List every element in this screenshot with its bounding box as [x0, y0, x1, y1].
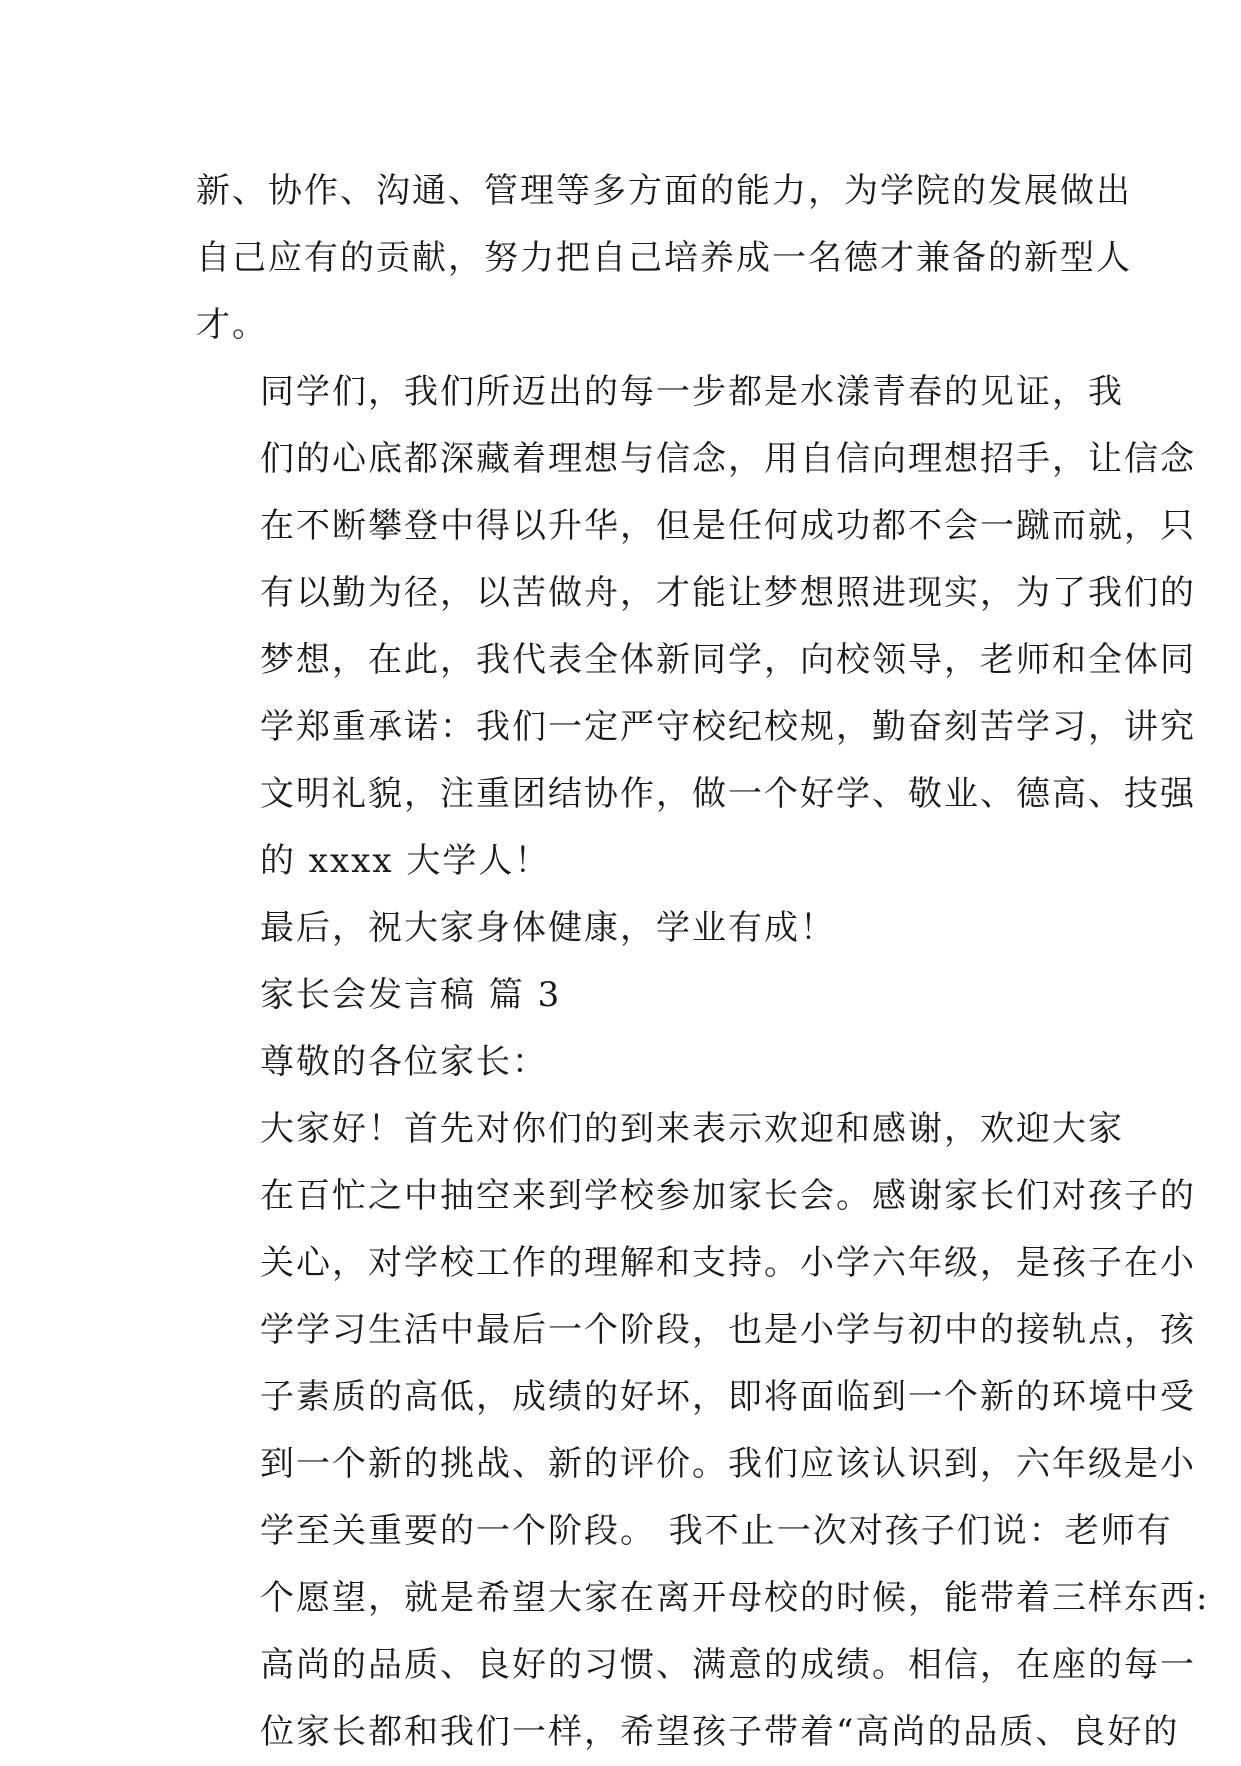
- paragraph-pledge: [196, 359, 1196, 895]
- text-line: 关心，对学校工作的理解和支持。小学六年级，是孩子在小: [260, 1243, 1196, 1283]
- text-line: 到一个新的挑战、新的评价。我们应该认识到，六年级是小: [260, 1444, 1196, 1484]
- text-line: 自己应有的贡献，努力把自己培养成一名德才兼备的新型人: [196, 238, 1132, 278]
- paragraph-closing-wish: [196, 895, 1054, 962]
- text-line: 同学们，我们所迈出的每一步都是水漾青春的见证，我: [260, 372, 1124, 412]
- text-line: 大家好！首先对你们的到来表示欢迎和感谢，欢迎大家: [260, 1109, 1124, 1149]
- salutation: [196, 1029, 1054, 1096]
- text-line: 在不断攀登中得以升华，但是任何成功都不会一蹴而就，只: [260, 506, 1196, 546]
- heading-line: 家长会发言稿 篇 3: [260, 975, 562, 1015]
- document-body: [196, 158, 1210, 1766]
- text-line: 学郑重承诺：我们一定严守校纪校规，勤奋刻苦学习，讲究: [260, 707, 1196, 747]
- text-line: 最后，祝大家身体健康，学业有成！: [260, 908, 836, 948]
- text-line: 高尚的品质、良好的习惯、满意的成绩。相信，在座的每一: [260, 1645, 1196, 1685]
- text-line: 位家长都和我们一样，希望孩子带着“高尚的品质、良好的: [260, 1712, 1180, 1752]
- text-line: 才。: [196, 305, 268, 345]
- text-line: 的 xxxx 大学人！: [260, 841, 551, 881]
- text-line: 有以勤为径，以苦做舟，才能让梦想照进现实，为了我们的: [260, 573, 1196, 613]
- text-line: 在百忙之中抽空来到学校参加家长会。感谢家长们对孩子的: [260, 1176, 1196, 1216]
- text-line: 们的心底都深藏着理想与信念，用自信向理想招手，让信念: [260, 439, 1196, 479]
- text-line: 个愿望，就是希望大家在离开母校的时候，能带着三样东西:: [260, 1578, 1210, 1618]
- salutation-line: 尊敬的各位家长：: [260, 1042, 548, 1082]
- text-line: 子素质的高低，成绩的好坏，即将面临到一个新的环境中受: [260, 1377, 1196, 1417]
- text-line: 学至关重要的一个阶段。 我不止一次对孩子们说：老师有: [260, 1511, 1173, 1551]
- paragraph-continuation: [196, 158, 1132, 359]
- text-line: 学学习生活中最后一个阶段，也是小学与初中的接轨点，孩: [260, 1310, 1196, 1350]
- text-line: 文明礼貌，注重团结协作，做一个好学、敬业、德高、技强: [260, 774, 1196, 814]
- paragraph-speech-body: [196, 1096, 1210, 1766]
- text-line: 新、协作、沟通、管理等多方面的能力，为学院的发展做出: [196, 171, 1132, 211]
- text-line: 梦想，在此，我代表全体新同学，向校领导，老师和全体同: [260, 640, 1196, 680]
- section-heading: [196, 962, 1054, 1029]
